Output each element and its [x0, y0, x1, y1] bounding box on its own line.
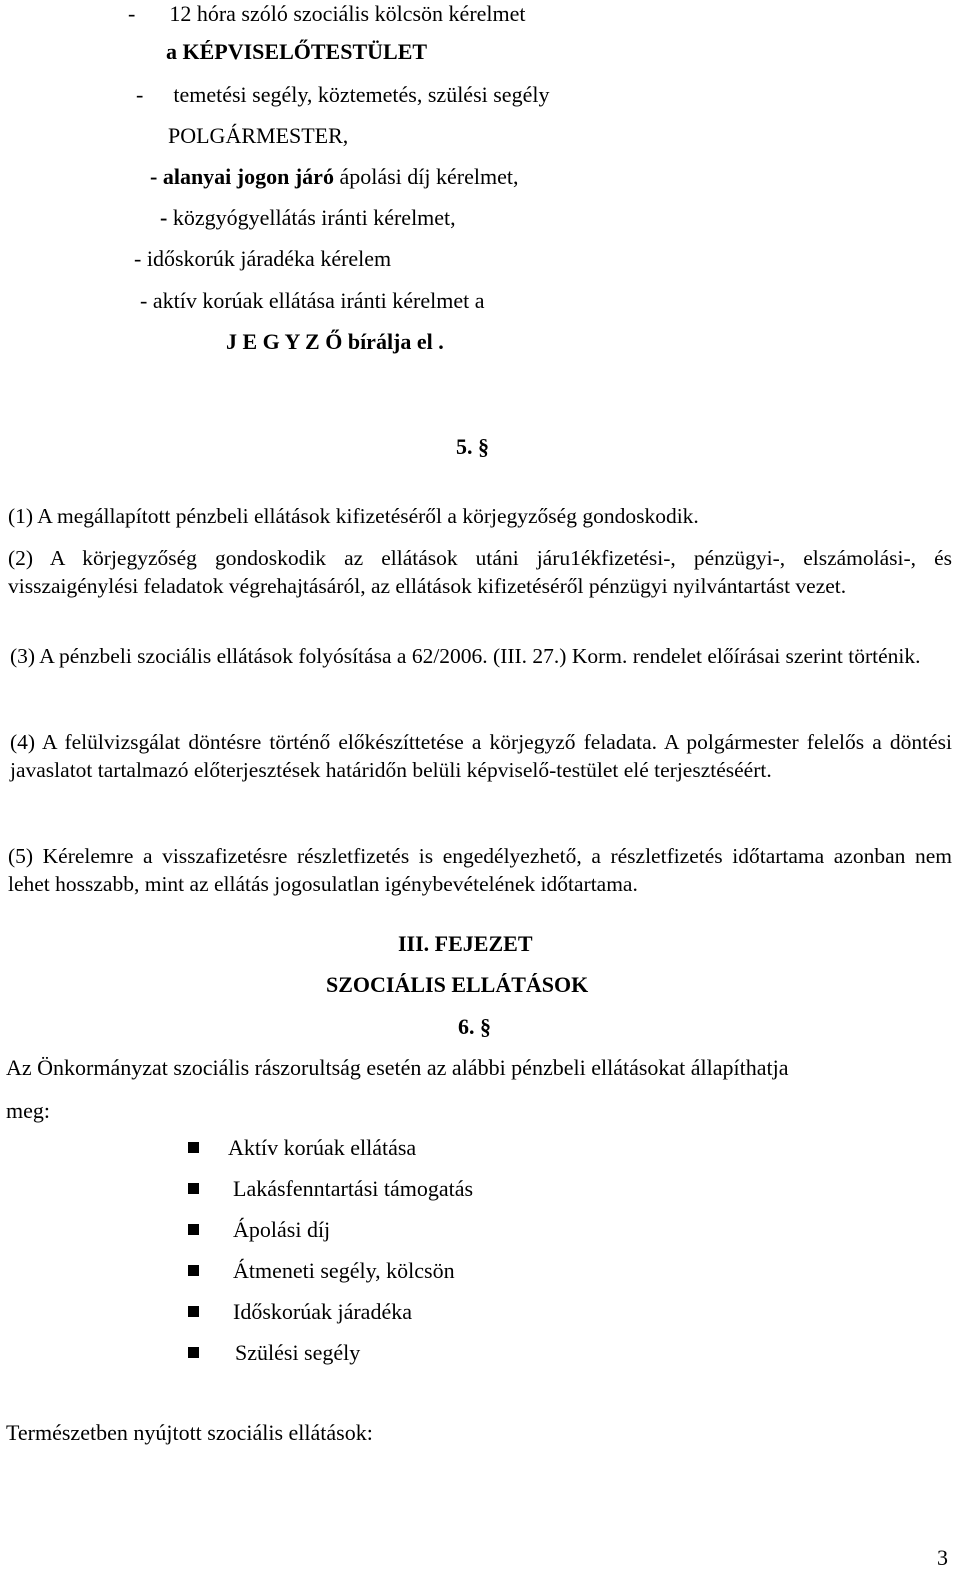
intro-bold: - alanyai jogon járó [150, 164, 334, 189]
intro-text: temetési segély, köztemetés, szülési segély [173, 82, 550, 107]
intro-line-2 [166, 38, 427, 66]
intro-line-4 [168, 122, 348, 150]
list-item: Ápolási díj [233, 1217, 331, 1242]
intro-sentence-end: meg: [6, 1098, 50, 1123]
in-kind-heading: Természetben nyújtott szociális ellátások: [6, 1420, 373, 1445]
bullet-icon [188, 1224, 199, 1235]
chapter-number: III. FEJEZET [398, 931, 533, 956]
section-5-paragraph-1: (1) A megállapított pénzbeli ellátások kifizetéséről a körjegyzőség gondoskodik. [8, 504, 699, 528]
list-item: Szülési segély [235, 1340, 361, 1365]
intro-line-1 [128, 0, 526, 28]
intro-text: J E G Y Z Ő bírálja el . [226, 329, 444, 354]
intro-line-8 [140, 287, 485, 315]
intro-text: - aktív korúak ellátása iránti kérelmet a [140, 288, 485, 313]
section-6-heading: 6. § [458, 1014, 491, 1039]
intro-text: ápolási díj kérelmet, [333, 164, 519, 189]
dash: - [128, 1, 136, 26]
intro-line-6 [160, 204, 456, 232]
intro-text: közgyógyellátás iránti kérelmet, [167, 205, 456, 230]
intro-text: - időskorúk járadéka kérelem [134, 246, 392, 271]
bullet-icon [188, 1347, 199, 1358]
dash: - [136, 82, 144, 107]
intro-line-7 [134, 245, 391, 273]
bullet-icon [188, 1306, 199, 1317]
intro-sentence: Az Önkormányzat szociális rászorultság esetén az alábbi pénzbeli ellátásokat állapíthatja [6, 1055, 789, 1080]
intro-text: 12 hóra szóló szociális kölcsön kérelmet [169, 1, 526, 26]
section-5-paragraph-2: (2) A körjegyzőség gondoskodik az ellátások utáni járu1ékfizetési-, pénzügyi-, elszámolási-, és visszaigénylési feladatok végrehajtásáról, az ellátások kifizetéséről pénzügyi nyilvántartást vezet. [8, 546, 952, 598]
intro-line-9 [226, 328, 444, 356]
list-item: Átmeneti segély, kölcsön [233, 1258, 455, 1283]
section-5-heading: 5. § [456, 434, 489, 459]
intro-line-5 [150, 163, 518, 191]
bullet-icon [188, 1142, 199, 1153]
intro-text: POLGÁRMESTER, [168, 123, 349, 148]
intro-line-3 [136, 81, 549, 109]
bullet-icon [188, 1265, 199, 1276]
section-5-paragraph-5: (5) Kérelemre a visszafizetésre részletfizetés is engedélyezhető, a részletfizetés időtartama azonban nem lehet hosszabb, mint az ellátás jogosulatlan igénybevételének időtartama. [8, 844, 952, 896]
list-item: Aktív korúak ellátása [228, 1135, 417, 1160]
chapter-title: SZOCIÁLIS ELLÁTÁSOK [326, 972, 589, 997]
list-item: Lakásfenntartási támogatás [233, 1176, 474, 1201]
list-item: Időskorúak járadéka [233, 1299, 412, 1324]
bullet-icon [188, 1183, 199, 1194]
intro-bold: - [160, 205, 168, 230]
section-5-paragraph-4: (4) A felülvizsgálat döntésre történő előkészíttetése a körjegyző feladata. A polgármester felelős a döntési javaslatot tartalmazó előterjesztések határidőn belüli képviselő-testület elé terjesztéséért. [10, 730, 952, 782]
section-5-paragraph-3: (3) A pénzbeli szociális ellátások folyósítása a 62/2006. (III. 27.) Korm. rendelet előírásai szerint történik. [10, 644, 921, 668]
intro-text: a KÉPVISELŐTESTÜLET [166, 39, 428, 64]
page-number: 3 [937, 1545, 948, 1570]
